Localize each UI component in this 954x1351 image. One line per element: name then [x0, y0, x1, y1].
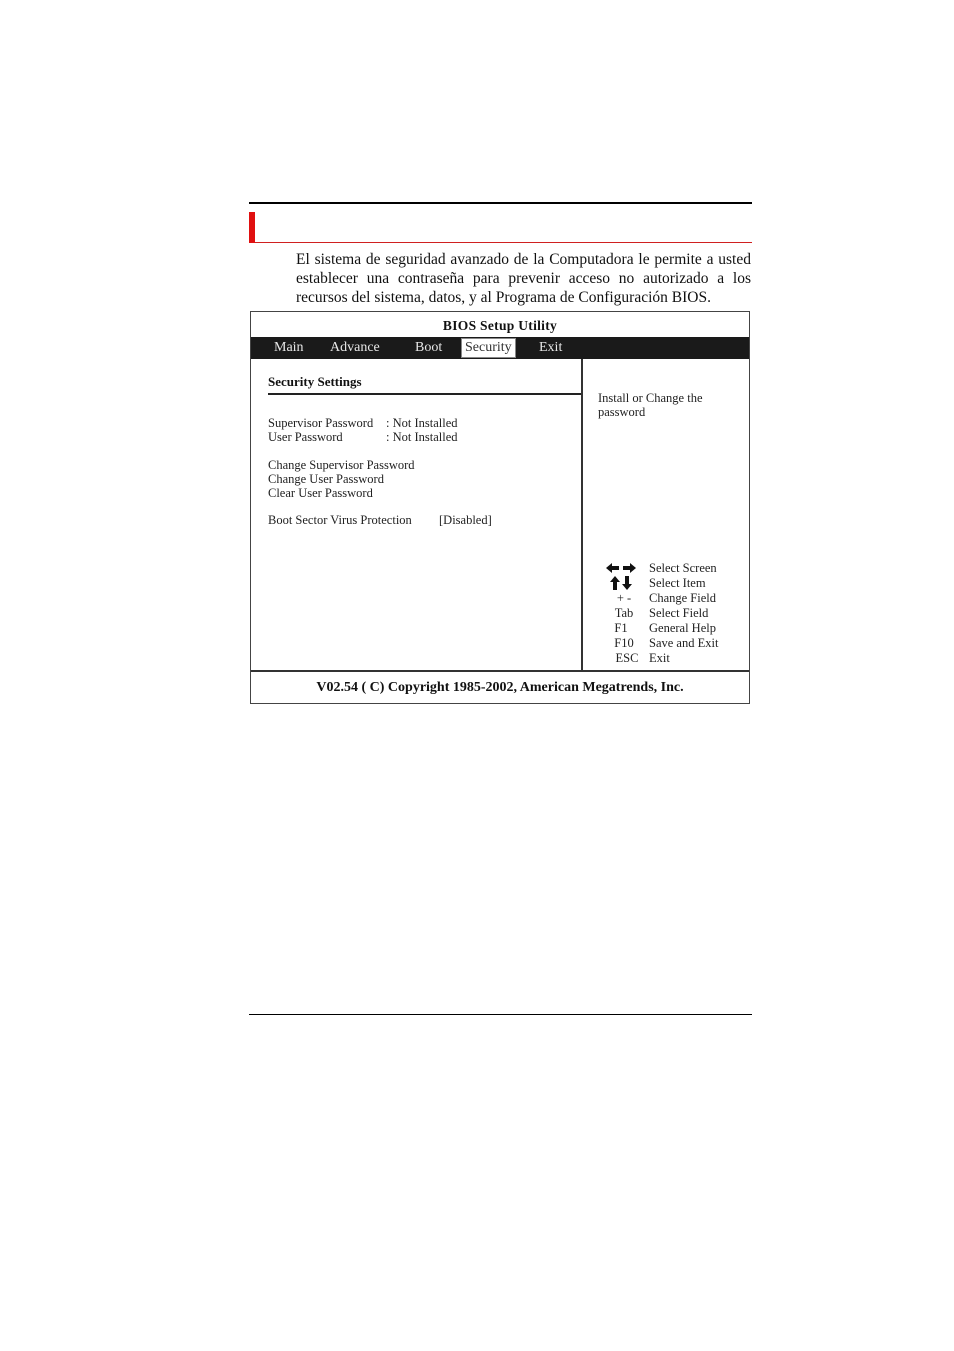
bios-title: BIOS Setup Utility — [442, 318, 558, 333]
section-rule — [255, 242, 752, 243]
section-underline — [268, 393, 581, 395]
supervisor-password-label: Supervisor Password — [268, 416, 374, 430]
menu-tab-boot[interactable]: Boot — [415, 340, 443, 355]
key-desc-select-screen: Select Screen — [649, 561, 717, 575]
key-desc-exit: Exit — [649, 651, 670, 665]
bios-window — [250, 311, 750, 704]
section-marker — [249, 212, 255, 243]
key-desc-save-and-exit: Save and Exit — [649, 636, 719, 650]
menu-tab-main[interactable]: Main — [274, 340, 304, 355]
boot-sector-virus-protection-label[interactable]: Boot Sector Virus Protection — [268, 513, 412, 527]
bottom-rule — [249, 1014, 752, 1015]
boot-sector-virus-protection-value[interactable]: [Disabled] — [439, 513, 492, 527]
supervisor-password-value: : Not Installed — [386, 416, 458, 430]
left-right-arrows-icon — [601, 562, 641, 574]
change-user-password-item[interactable]: Change User Password — [268, 472, 384, 486]
menu-bar — [251, 337, 749, 359]
menu-tab-advance[interactable]: Advance — [330, 340, 380, 355]
copyright-footer: V02.54 ( C) Copyright 1985-2002, American Megatrends, Inc. — [316, 680, 684, 695]
menu-tab-security[interactable]: Security — [461, 338, 516, 358]
intro-paragraph: El sistema de seguridad avanzado de la Computadora le permite a usted establecer una contraseña para prevenir acceso no autorizado a los recursos del sistema, datos, y al Programa de Configuración BIOS. — [296, 251, 751, 306]
key-f1: F1 — [614, 621, 628, 635]
key-esc: ESC — [615, 651, 639, 665]
key-desc-select-field: Select Field — [649, 606, 709, 620]
change-supervisor-password-item[interactable]: Change Supervisor Password — [268, 458, 415, 472]
menu-tab-exit[interactable]: Exit — [539, 340, 563, 355]
key-plus-minus: + - — [616, 591, 632, 605]
panel-divider — [581, 359, 583, 671]
user-password-value: : Not Installed — [386, 430, 458, 444]
key-desc-change-field: Change Field — [649, 591, 717, 605]
section-title: Security Settings — [268, 374, 362, 389]
key-f10: F10 — [614, 636, 634, 650]
user-password-label: User Password — [268, 430, 343, 444]
key-desc-select-item: Select Item — [649, 576, 706, 590]
help-text: Install or Change the password — [598, 391, 703, 419]
key-desc-general-help: General Help — [649, 621, 716, 635]
key-tab: Tab — [614, 606, 634, 620]
top-rule — [249, 202, 752, 204]
clear-user-password-item[interactable]: Clear User Password — [268, 486, 373, 500]
up-down-arrows-icon — [601, 576, 641, 590]
